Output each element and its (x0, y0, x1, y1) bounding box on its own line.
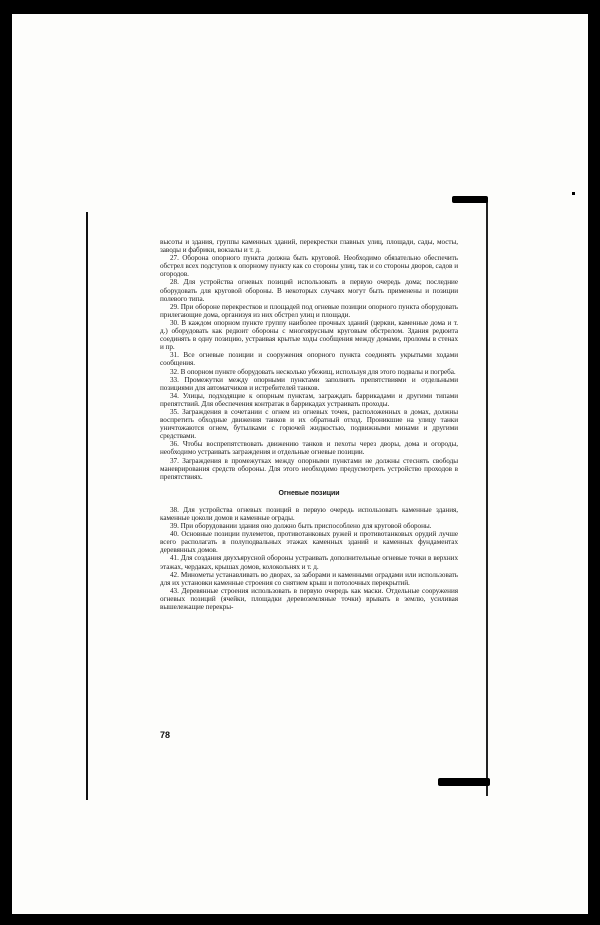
paragraph: 37. Заграждения в промежутках между опорными пунктами не должны стеснять свободы маневрирования средств обороны. Для этого необходимо предусмотреть устройство проходов в препятствиях. (160, 456, 458, 481)
paragraph: 39. При оборудовании здания оно должно быть приспособлено для круговой обороны. (170, 522, 432, 531)
paragraph: 35. Заграждения в сочетании с огнем из огневых точек, расположенных в домах, должны воспретить обходные движения танков и их обратный отход. Проникшие на улицу танки уничтожаются огнем, бутылками с горючей жидкостью, подвижными минами и другими средствами. (160, 407, 458, 441)
paragraph: 29. При обороне перекрестков и площадей под огневые позиции опорного пункта оборудовать прилегающие дома, организуя из них обстрел улиц и площади. (160, 302, 458, 319)
page-right-edge (486, 198, 488, 796)
page-text (160, 238, 458, 611)
paragraph: 40. Основные позиции пулеметов, противотанковых ружей и противотанковых орудий лучше всего располагать в полуподвальных этажах каменных зданий и каменных фундаментах деревянных домов. (160, 530, 458, 555)
paragraph: 41. Для создания двухъярусной обороны устраивать дополнительные огневые точки в верхних этажах, чердаках, крышах домов, колокольнях и т. д. (160, 554, 458, 571)
paragraph: 38. Для устройства огневых позиций в первую очередь использовать каменные здания, каменные цоколи домов и каменные ограды. (160, 505, 458, 522)
paragraph: 43. Деревянные строения использовать в первую очередь как маски. Отдельные сооружения огневых позиций (ячейки, площадки деревоземляные точки) врывать в землю, усиливая вышележащие перекры- (160, 586, 458, 612)
paragraph: высоты и здания, группы каменных зданий, перекрестки главных улиц, площади, сады, мосты, заводы и фабрики, вокзалы и т. д. (160, 238, 458, 255)
scan-mark-bottom (438, 778, 490, 786)
page-left-edge (86, 212, 88, 800)
scan-mark-top (452, 196, 488, 203)
page-number: 78 (160, 730, 171, 740)
paragraph: 33. Промежутки между опорными пунктами заполнять препятствиями и отдельными позициями для автоматчиков и истребителей танков. (160, 375, 458, 392)
paragraph: 32. В опорном пункте оборудовать несколько убежищ, используя для этого подвалы и погреба. (170, 367, 456, 376)
scan-border (0, 0, 600, 12)
scan-speck (572, 192, 575, 195)
paragraph: 30. В каждом опорном пункте группу наиболее прочных зданий (церкви, каменные дома и т. д.) оборудовать как редюит обороны с многоярусным круговым обстрелом. Здания редюита соединять в одну позицию, устраивая крытые ходы сообщения между домами, проломы в стенах и пр. (160, 318, 458, 352)
paragraph: 34. Улицы, подходящие к опорным пунктам, заграждать баррикадами и другими типами препятствий. Для обеспечения контратак в баррикадах устраивать проходы. (160, 391, 458, 408)
paragraph: 28. Для устройства огневых позиций использовать в первую очередь дома; последние оборудовать для круговой обороны. В некоторых случаях могут быть применены и позиции полевого типа. (160, 278, 458, 303)
paragraph: 27. Оборона опорного пункта должна быть круговой. Необходимо обязательно обеспечить обстрел всех подступов к опорному пункту как со стороны улиц, так и со стороны дворов, садов и огородов. (160, 254, 458, 279)
paragraph: 36. Чтобы воспрепятствовать движению танков и пехоты через дворы, дома и огороды, необходимо устраивать заграждения и отдельные огневые позиции. (160, 440, 458, 457)
section-heading: Огневые позиции (278, 489, 340, 497)
paragraph: 31. Все огневые позиции и сооружения опорного пункта соединять укрытыми ходами сообщения. (160, 351, 458, 368)
paragraph: 42. Минометы устанавливать во дворах, за заборами и каменными оградами или использовать для их установки каменные строения со снятием крыш и потолочных перекрытий. (160, 570, 458, 587)
